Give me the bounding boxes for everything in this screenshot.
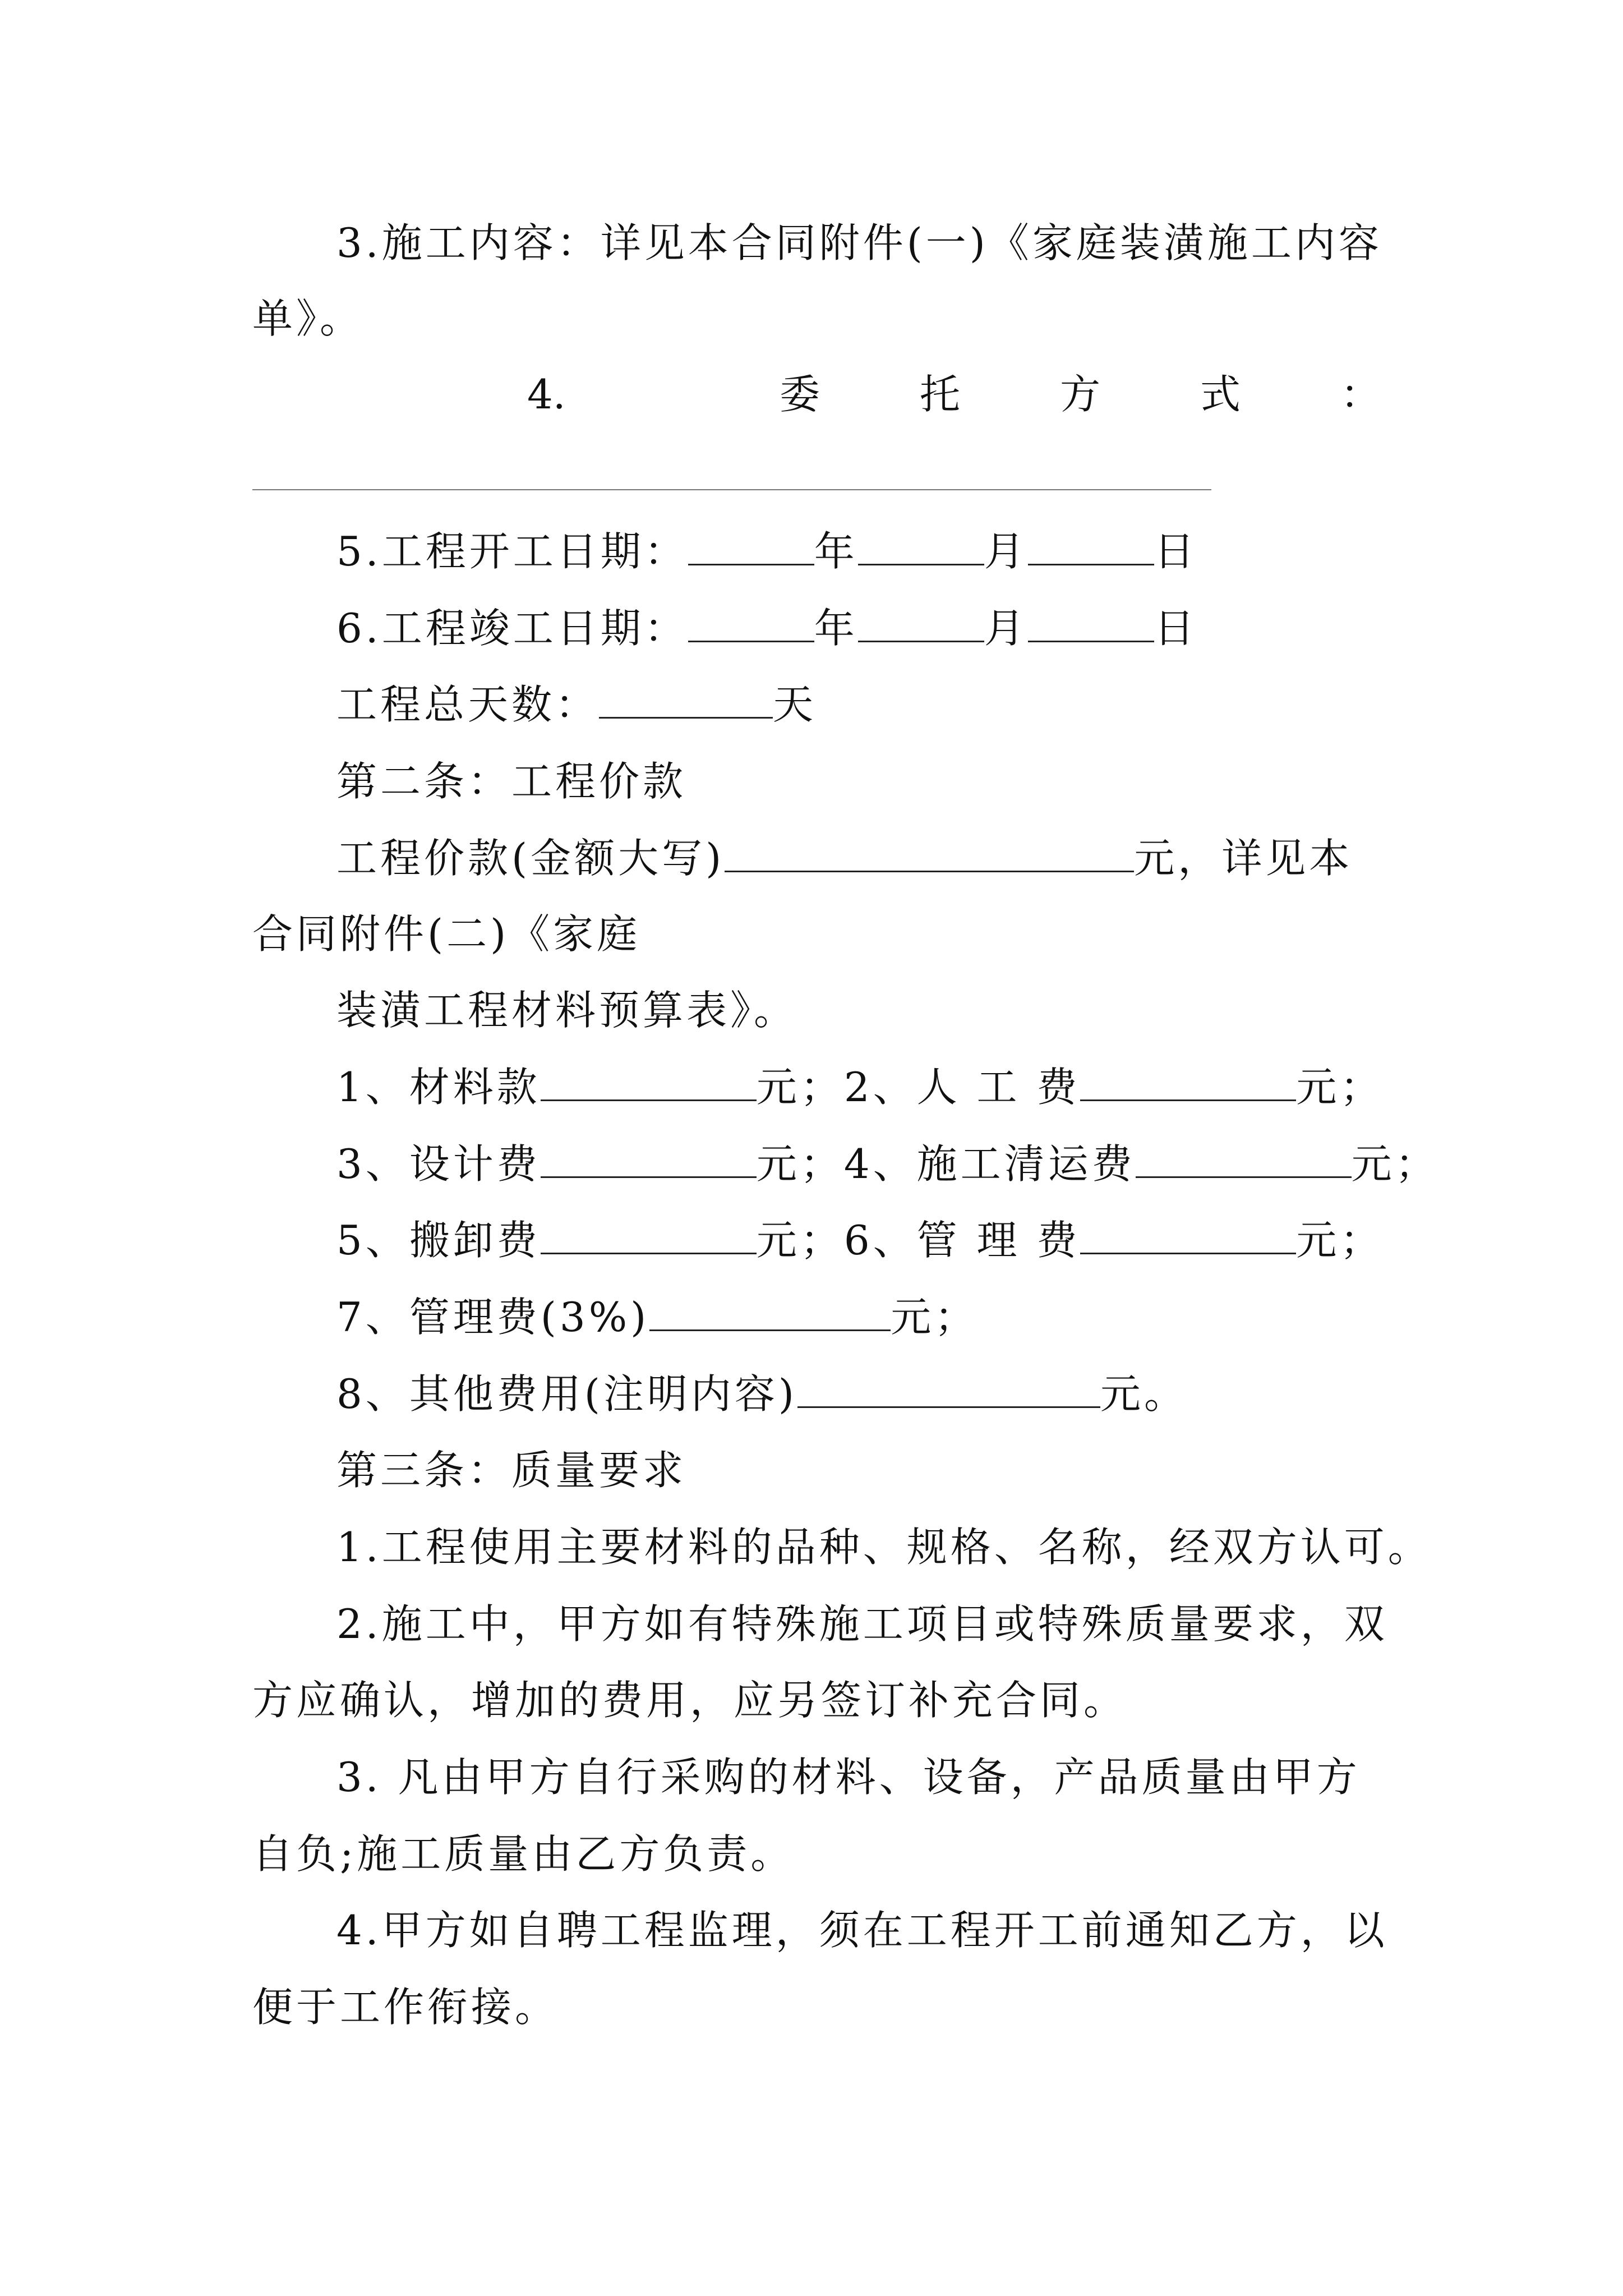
article-3-heading: 第三条：质量要求	[336, 1447, 687, 1494]
management-fee-label: 元；6、管 理 费	[756, 1217, 1081, 1264]
start-year-blank	[688, 524, 814, 565]
quality-item-4-continuation: 便于工作衔接。	[252, 1984, 559, 2031]
entrust-method-blank-line	[252, 489, 1211, 490]
clause-4-char-1: 委	[780, 371, 820, 418]
total-days-label: 工程总天数：	[336, 681, 600, 728]
completion-month-blank	[858, 601, 984, 642]
other-fee-unit: 元。	[1100, 1370, 1188, 1418]
quality-item-4: 4.甲方如自聘工程监理，须在工程开工前通知乙方，以	[336, 1907, 1388, 1954]
clause-4-number: 4.	[527, 371, 566, 418]
labor-fee-label: 元；2、人 工 费	[756, 1064, 1081, 1111]
fee-line-5-6	[336, 1213, 1469, 1267]
project-price-blank	[725, 831, 1134, 872]
completion-month-unit: 月	[984, 605, 1028, 652]
labor-fee-unit: 元；	[1296, 1064, 1384, 1111]
completion-date-label: 6.工程竣工日期：	[336, 605, 688, 652]
fee-line-1-2	[336, 1060, 1469, 1114]
completion-year-blank	[688, 601, 814, 642]
quality-item-3-continuation: 自负;施工质量由乙方负责。	[252, 1830, 795, 1878]
start-day-unit: 日	[1154, 528, 1198, 575]
start-year-unit: 年	[814, 528, 858, 575]
management-fee-3pct-unit: 元；	[891, 1294, 979, 1341]
total-days-blank	[599, 678, 773, 719]
material-fee-blank	[541, 1060, 757, 1101]
clause-4-char-3: 方	[1060, 371, 1101, 418]
clause-4-char-2: 托	[920, 371, 961, 418]
start-month-blank	[858, 524, 984, 565]
completion-year-unit: 年	[814, 605, 858, 652]
clause-3-continuation: 单》。	[252, 295, 364, 342]
handling-fee-label: 5、搬卸费	[336, 1217, 541, 1264]
cleanup-fee-unit: 元；	[1351, 1140, 1439, 1188]
start-date-label: 5.工程开工日期：	[336, 528, 688, 575]
fee-line-8	[336, 1367, 1469, 1421]
article-2-heading: 第二条：工程价款	[336, 758, 687, 805]
start-month-unit: 月	[984, 528, 1028, 575]
fee-line-7	[336, 1290, 1469, 1344]
quality-item-2-continuation: 方应确认，增加的费用，应另签订补充合同。	[252, 1677, 1128, 1724]
start-date-line	[336, 524, 1469, 578]
project-price-continuation: 合同附件(二)《家庭	[252, 910, 641, 958]
quality-item-1: 1.工程使用主要材料的品种、规格、名称，经双方认可。	[336, 1524, 1432, 1571]
completion-day-unit: 日	[1154, 605, 1198, 652]
total-days-unit: 天	[773, 681, 817, 728]
management-fee-unit: 元；	[1296, 1217, 1384, 1264]
total-days-line	[336, 678, 1469, 731]
design-fee-blank	[541, 1137, 757, 1178]
clause-4-colon: ：	[1340, 371, 1381, 418]
clause-3-construction-content: 3.施工内容：详见本合同附件(一)《家庭装潢施工内容	[336, 219, 1382, 266]
material-fee-label: 1、材料款	[336, 1064, 541, 1111]
budget-table-reference: 装潢工程材料预算表》。	[336, 987, 798, 1034]
management-fee-3pct-blank	[649, 1290, 891, 1331]
cleanup-fee-label: 元；4、施工清运费	[756, 1140, 1136, 1188]
other-fee-blank	[797, 1367, 1100, 1408]
management-fee-blank	[1080, 1213, 1296, 1254]
handling-fee-blank	[541, 1213, 757, 1254]
project-price-tail: 元，详见本	[1134, 835, 1353, 882]
completion-date-line	[336, 601, 1469, 655]
quality-item-3: 3. 凡由甲方自行采购的材料、设备，产品质量由甲方	[336, 1754, 1361, 1801]
fee-line-3-4	[336, 1137, 1469, 1191]
project-price-line	[336, 831, 1469, 885]
project-price-label: 工程价款(金额大写)	[336, 835, 725, 882]
design-fee-label: 3、设计费	[336, 1140, 541, 1188]
quality-item-2: 2.施工中，甲方如有特殊施工项目或特殊质量要求，双	[336, 1600, 1388, 1648]
other-fee-label: 8、其他费用(注明内容)	[336, 1370, 797, 1418]
labor-fee-blank	[1080, 1060, 1296, 1101]
management-fee-3pct-label: 7、管理费(3%)	[336, 1294, 650, 1341]
completion-day-blank	[1028, 601, 1154, 642]
clause-4-char-4: 式	[1200, 371, 1241, 418]
start-day-blank	[1028, 524, 1154, 565]
cleanup-fee-blank	[1136, 1137, 1352, 1178]
